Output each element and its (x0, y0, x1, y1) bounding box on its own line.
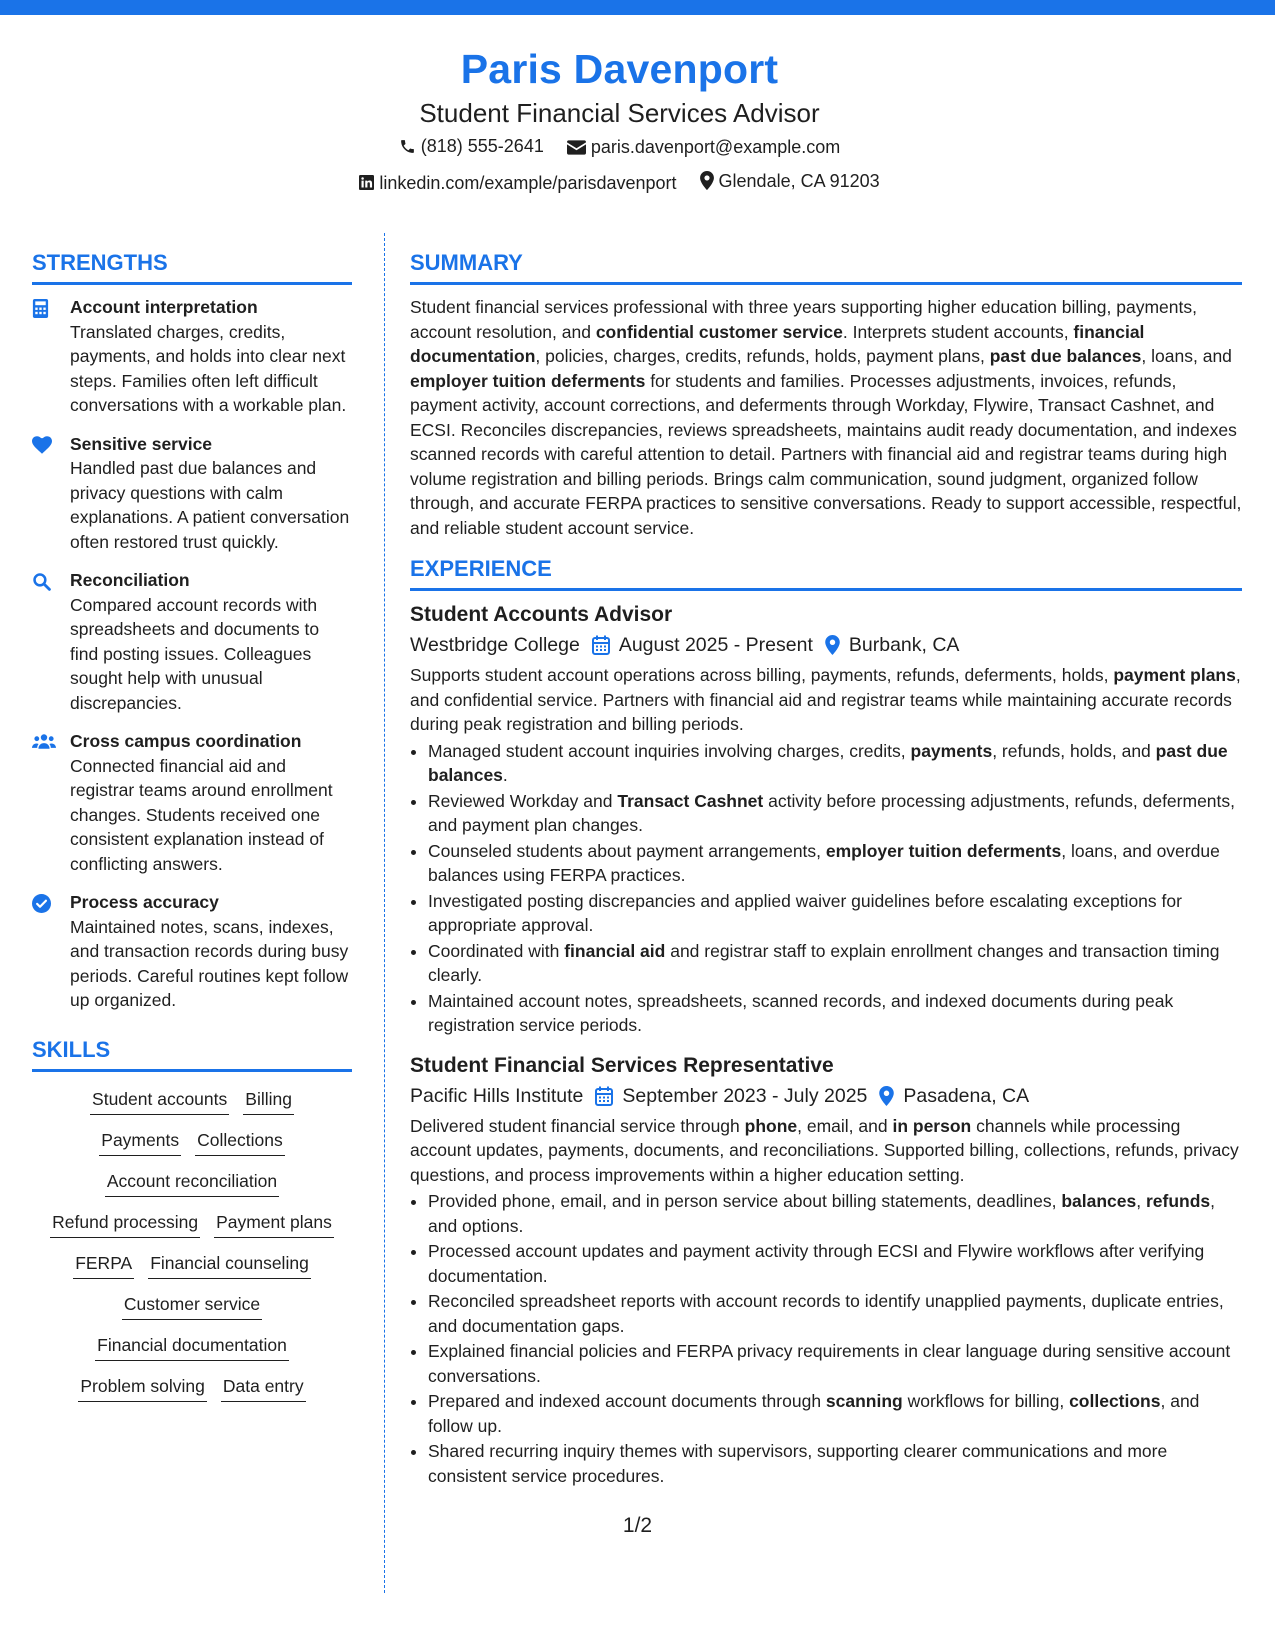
map-pin-icon (700, 171, 714, 190)
job-location-text: Pasadena, CA (903, 1084, 1030, 1107)
bold-phrase: Transact Cashnet (617, 790, 764, 811)
bullet-item: • Coordinated with financial aid and registrar staff to explain enrollment changes and transaction timing clearly. (428, 939, 1242, 988)
calendar-icon (595, 1086, 613, 1106)
job-description: Supports student account operations across billing, payments, refunds, deferments, holds, payment plans, and confidential service. Partners with financial aid and registrar teams while maintaining accurate records during peak registration and billing periods. (410, 665, 1241, 734)
bold-phrase: past due balances (428, 740, 1228, 785)
job-bullets (410, 739, 1242, 1038)
job-location (879, 1080, 1029, 1112)
strength-item (32, 568, 352, 715)
strength-item (32, 729, 352, 876)
skills-list (32, 1086, 352, 1402)
bold-phrase: balances (1061, 1191, 1137, 1211)
map-pin-icon (825, 635, 840, 655)
bullet-item: • Managed student account inquiries involving charges, credits, payments, refunds, holds, and past due balances. (428, 739, 1242, 788)
bold-phrase: financial aid (564, 940, 666, 961)
bold-phrase: collections (1069, 1391, 1161, 1411)
skill-row (32, 1168, 352, 1197)
company-name: Westbridge College (410, 634, 580, 656)
linkedin-contact[interactable] (359, 167, 676, 199)
map-pin-icon (879, 1086, 894, 1106)
strength-title: Sensitive service (70, 433, 213, 454)
strength-title: Reconciliation (70, 570, 190, 590)
strength-body (70, 890, 352, 1013)
bullet-item: • Counseled students about payment arrangements, employer tuition deferments, loans, and overdue balances using FERPA practices. (428, 839, 1242, 888)
bold-phrase: refunds (1145, 1191, 1211, 1211)
strength-desc: Handled past due balances and privacy questions with calm explanations. A patient conversation often restored trust quickly. (70, 458, 350, 552)
bullet-item: • Explained financial policies and FERPA privacy requirements in clear language during sensitive account conversations. (428, 1339, 1242, 1388)
skill-row (32, 1291, 352, 1320)
skill-tag: Financial documentation (95, 1332, 289, 1361)
skill-tag: Student accounts (90, 1086, 229, 1115)
calculator-icon (32, 295, 70, 418)
bold-phrase: confidential customer service (595, 321, 843, 342)
skill-row (32, 1086, 352, 1115)
bullet-item: • Investigated posting discrepancies and applied waiver guidelines before escalating exceptions for appropriate approval. (428, 889, 1242, 938)
skill-tag: Refund processing (50, 1209, 200, 1238)
bullet-item: • Prepared and indexed account documents through scanning workflows for billing, collections, and follow up. (428, 1389, 1242, 1438)
skill-tag: Financial counseling (148, 1250, 311, 1279)
skill-tag: Account reconciliation (105, 1168, 279, 1197)
skill-tag: Data entry (221, 1373, 306, 1402)
bold-phrase: phone (744, 1115, 798, 1136)
skill-tag: Customer service (122, 1291, 262, 1320)
job-location (825, 629, 960, 661)
job-entry (410, 1052, 1242, 1489)
skill-tag: Problem solving (78, 1373, 207, 1402)
top-accent-bar (0, 0, 1275, 15)
strength-title: Cross campus coordination (70, 731, 302, 751)
phone-contact[interactable] (399, 130, 544, 162)
strength-desc: Connected financial aid and registrar teams around enrollment changes. Students received one consistent explanation instead of conflicting answers. (70, 755, 333, 874)
strength-desc: Translated charges, credits, payments, and holds into clear next steps. Families often left difficult conversations with a workable plan. (70, 321, 347, 415)
calendar-icon (592, 635, 610, 655)
strength-item (32, 432, 352, 555)
company-name: Pacific Hills Institute (410, 1084, 584, 1107)
skill-tag: Payment plans (214, 1209, 334, 1238)
linkedin-icon (359, 175, 374, 190)
job-meta (410, 1080, 1242, 1112)
summary-text: Student financial services professional with three years supporting higher education billing, payments, account resolution, and confidential customer service. Interprets student accounts, financial documentation, policies, charges, credits, refunds, holds, payment plans, past due balances, loans, and employer tuition deferments for students and families. Processes adjustments, invoices, refunds, payment activity, account corrections, and deferments through Workday, Flywire, Transact Cashnet, and ECSI. Reconciles discrepancies, reviews spreadsheets, maintains audit ready documentation, and indexes scanned records with careful attention to detail. Partners with financial aid and registrar teams during high volume registration and billing periods. Brings calm communication, sound judgment, organized follow through, and accurate FERPA practices to sensitive conversations. Ready to support accessible, respectful, and reliable student account service. (410, 297, 1242, 538)
bold-phrase: financial documentation (410, 321, 1145, 366)
skill-tag: Collections (195, 1127, 285, 1156)
email-text: paris.davenport@example.com (590, 137, 841, 157)
bold-phrase: payments (910, 740, 993, 761)
envelope-icon (567, 140, 586, 155)
check-circle-icon (32, 890, 70, 1013)
users-icon (32, 729, 70, 876)
job-description: Delivered student financial service through phone, email, and in person channels while processing account updates, payments, documents, and reconciliations. Supported billing, collections, refunds, privacy questions, and process improvements within a higher education setting. (410, 1115, 1239, 1185)
linkedin-text: linkedin.com/example/parisdavenport (379, 172, 677, 193)
strength-body (70, 568, 352, 715)
job-entry (410, 601, 1242, 1038)
left-column (32, 248, 352, 1414)
bullet-item: • Maintained account notes, spreadsheets, scanned records, and indexed documents during peak registration service periods. (428, 989, 1242, 1038)
summary-heading: SUMMARY (410, 248, 1242, 285)
contact-line-1 (0, 130, 1275, 165)
bullet-item: • Reconciled spreadsheet reports with account records to identify unapplied payments, duplicate entries, and documentation gaps. (428, 1289, 1242, 1338)
strength-body (70, 432, 352, 555)
search-icon (32, 568, 70, 715)
bold-phrase: past due balances (989, 346, 1142, 366)
skill-row (32, 1332, 352, 1361)
bold-phrase: employer tuition deferments (410, 370, 646, 391)
strengths-heading: STRENGTHS (32, 248, 352, 285)
job-title: Student Financial Services Representative (410, 1053, 834, 1077)
job-dates-text: September 2023 - July 2025 (622, 1084, 868, 1107)
experience-heading: EXPERIENCE (410, 554, 1242, 591)
right-column (410, 248, 1242, 1489)
contact-line-2 (0, 165, 1275, 201)
job-title: Student Accounts Advisor (410, 603, 673, 626)
skill-tag: Billing (243, 1086, 294, 1115)
skill-tag: FERPA (73, 1250, 134, 1279)
job-dates-text: August 2025 - Present (618, 634, 813, 656)
strength-body (70, 295, 352, 418)
bold-phrase: scanning (825, 1391, 903, 1411)
location-text: Glendale, CA 91203 (718, 170, 880, 191)
strength-item (32, 295, 352, 418)
bullet-item: • Reviewed Workday and Transact Cashnet activity before processing adjustments, refunds, deferments, and payment plan changes. (428, 789, 1242, 838)
job-meta (410, 629, 1242, 661)
strength-desc: Compared account records with spreadsheets and documents to find posting issues. Colleagues sought help with unusual discrepancies. (70, 594, 320, 713)
bold-phrase: payment plans (1113, 665, 1236, 685)
heart-icon (32, 432, 70, 555)
location-contact (700, 165, 880, 197)
bullet-item: • Processed account updates and payment activity through ECSI and Flywire workflows after verifying documentation. (428, 1239, 1242, 1288)
phone-icon (399, 138, 416, 155)
skill-tag: Payments (99, 1127, 181, 1156)
strength-body (70, 729, 352, 876)
email-contact[interactable] (567, 131, 840, 163)
skill-row (32, 1127, 352, 1156)
bullet-item: • Shared recurring inquiry themes with supervisors, supporting clearer communications and more consistent service procedures. (428, 1439, 1242, 1488)
skill-row (32, 1209, 352, 1238)
job-dates (592, 629, 813, 661)
page-number: 1/2 (622, 1514, 653, 1537)
bullet-item: • Provided phone, email, and in person service about billing statements, deadlines, balances, refunds, and options. (428, 1189, 1242, 1238)
strength-title: Account interpretation (70, 297, 258, 317)
phone-text: (818) 555-2641 (420, 136, 544, 156)
bold-phrase: employer tuition deferments (825, 840, 1062, 861)
strength-item (32, 890, 352, 1013)
skill-row (32, 1373, 352, 1402)
strength-desc: Maintained notes, scans, indexes, and transaction records during busy periods. Careful routines kept follow up organized. (70, 916, 349, 1010)
job-bullets (410, 1189, 1242, 1488)
skills-heading: SKILLS (32, 1035, 352, 1072)
strength-title: Process accuracy (70, 892, 219, 912)
experience-list (410, 601, 1242, 1488)
job-dates (595, 1080, 867, 1112)
column-divider (384, 233, 385, 1593)
resume-header (0, 42, 1275, 200)
candidate-name: Paris Davenport (460, 46, 779, 92)
candidate-title: Student Financial Services Advisor (419, 98, 820, 128)
strengths-list (32, 295, 352, 1013)
skill-row (32, 1250, 352, 1279)
job-location-text: Burbank, CA (848, 634, 960, 656)
bold-phrase: in person (892, 1115, 972, 1136)
